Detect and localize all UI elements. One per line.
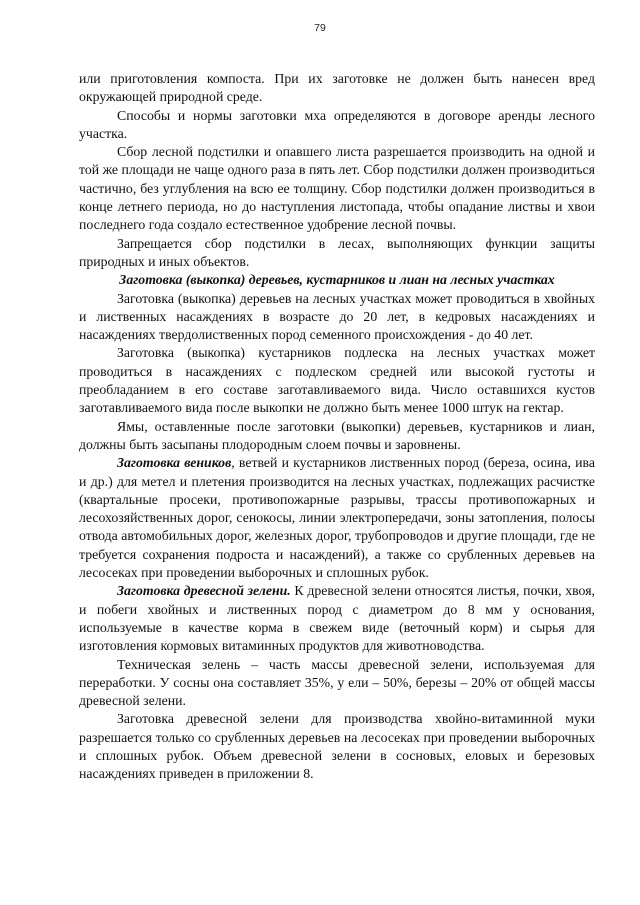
paragraph-brooms [79, 454, 595, 582]
paragraph-text: Заготовка древесной зелени для производства хвойно-витаминной муки разрешается только со срубленных деревьев на лесосеках при проведении выборочных и сплошных рубок. Объем древесной зелени в сосновых, еловых и березовых насаждениях приведен в приложении 8. [79, 711, 595, 782]
paragraph-lead: Заготовка древесной зелени. [117, 583, 291, 599]
paragraph-litter-ban [79, 235, 595, 272]
section-heading-text: Заготовка (выкопка) деревьев, кустарников и лиан на лесных участках [119, 272, 555, 288]
paragraph-pits [79, 418, 595, 455]
paragraph-moss [79, 107, 595, 144]
paragraph-lead: Заготовка веников [117, 455, 232, 471]
page-number: 79 [314, 22, 326, 34]
paragraph-text: Способы и нормы заготовки мха определяются в договоре аренды лесного участка. [79, 107, 595, 141]
section-heading [79, 271, 595, 289]
paragraph-greenery [79, 582, 595, 655]
paragraph-technical-greenery [79, 656, 595, 711]
paragraph-tree-digging [79, 290, 595, 345]
paragraph-text: Ямы, оставленные после заготовки (выкопки) деревьев, кустарников и лиан, должны быть засыпаны плодородным слоем почвы и заровнены. [79, 418, 595, 452]
paragraph-compost [79, 70, 595, 107]
paragraph-text: Заготовка (выкопка) деревьев на лесных участках может проводиться в хвойных и лиственных насаждениях в возрасте до 20 лет, в кедровых насаждениях и насаждениях твердолиственных пород семенного происхождения - до 40 лет. [79, 290, 595, 343]
paragraph-text: Запрещается сбор подстилки в лесах, выполняющих функции защиты природных и иных объектов. [79, 235, 595, 269]
paragraph-text: или приготовления компоста. При их заготовке не должен быть нанесен вред окружающей природной среде. [79, 71, 595, 105]
paragraph-text: К древесной зелени относятся листья, почки, хвоя, и побеги хвойных и лиственных пород с диаметром до 8 мм у основания, используемые в качестве корма в свежем виде (веточный корм) и сырья для изготовления кормовых витаминных продуктов для животноводства. [79, 583, 595, 654]
document-body [79, 70, 595, 784]
paragraph-litter-collection [79, 143, 595, 234]
paragraph-vitamin-flour [79, 710, 595, 783]
paragraph-text: Сбор лесной подстилки и опавшего листа разрешается производить на одной и той же площади не чаще одного раза в пять лет. Сбор подстилки должен производиться частично, без углубления на всю ее толщину. Сбор подстилки должен производиться в конце летнего периода, но до наступления листопада, чтобы опадание листвы и хвои последнего года создало естественное удобрение лесной почвы. [79, 144, 595, 233]
paragraph-text: Заготовка (выкопка) кустарников подлеска на лесных участках может проводиться в насаждениях с подлеском средней или высокой густоты и преобладанием в его составе заготавливаемого вида. Число оставшихся кустов заготавливаемого вида после выкопки не должно быть менее 1000 штук на гектар. [79, 345, 595, 416]
paragraph-text: Техническая зелень – часть массы древесной зелени, используемая для переработки. У сосны она составляет 35%, у ели – 50%, березы – 20% от общей массы древесной зелени. [79, 656, 595, 709]
paragraph-shrub-digging [79, 344, 595, 417]
paragraph-text: , ветвей и кустарников лиственных пород (береза, осина, ива и др.) для метел и плетения производится на лесных участках, подлежащих расчистке (квартальные просеки, противопожарные разрывы, трассы противопожарных и лесохозяйственных дорог, сенокосы, линии электропередачи, зоны затопления, полосы отвода автомобильных дорог, железных дорог, трубопроводов и другие площади, где не требуется сохранения подроста и насаждений), а также со срубленных деревьев на лесосеках при проведении выборочных и сплошных рубок. [79, 455, 595, 581]
